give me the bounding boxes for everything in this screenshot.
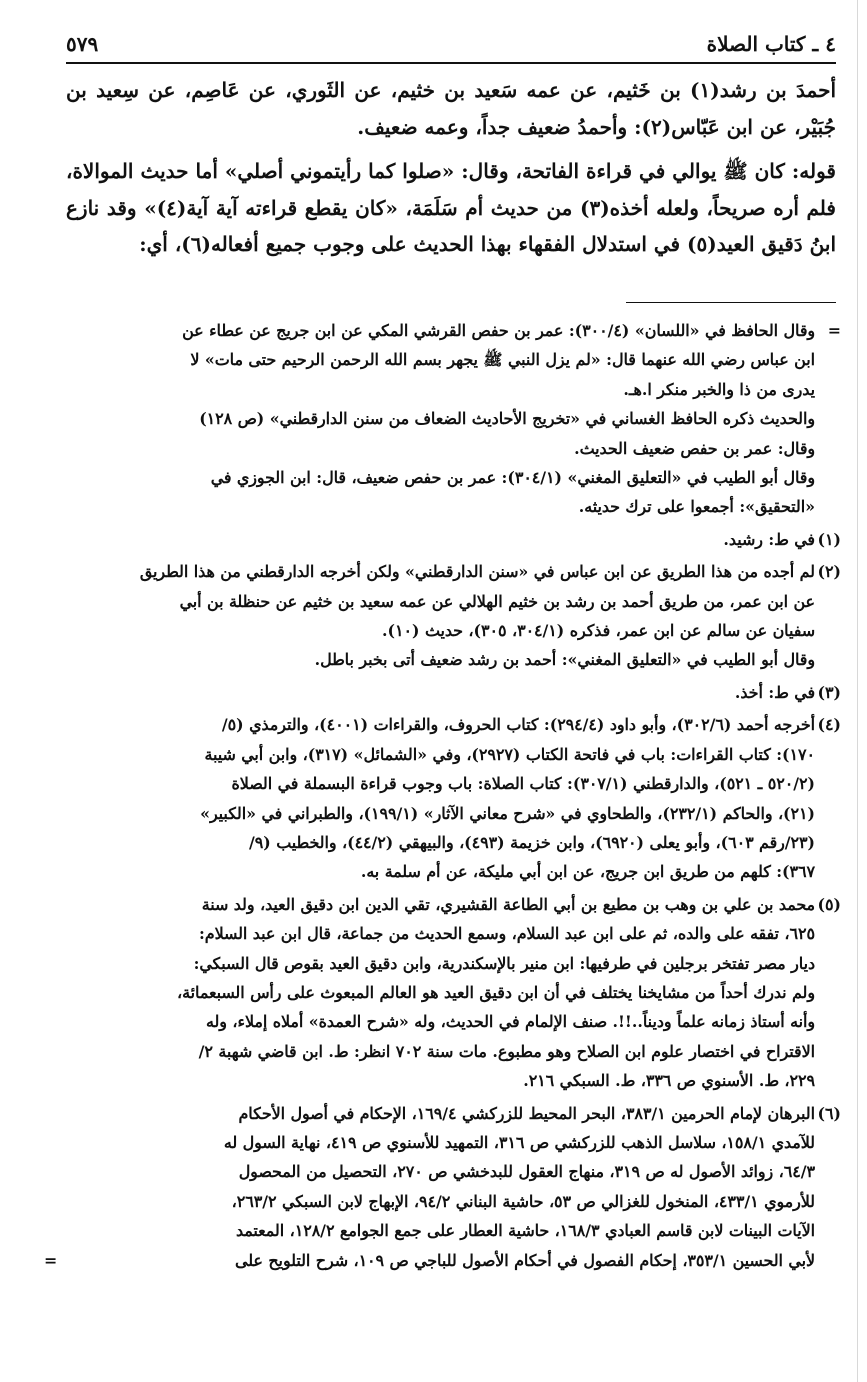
footnote-line: ٢٢٩، ط. الأسنوي ص ٣٣٦، ط. السبكي ٢١٦.: [523, 1071, 815, 1091]
footnote-line: وقال: عمر بن حفص ضعيف الحديث.: [574, 438, 815, 458]
chapter-title: ٤ ـ كتاب الصلاة: [706, 32, 836, 56]
footnote-line: محمد بن علي بن وهب بن مطيع بن أبي الطاعة القشيري، تقي الدين ابن دقيق العيد، ولد سنة: [201, 894, 815, 914]
footnote-line: وقال أبو الطيب في «التعليق المغني»: أحمد بن رشد ضعيف أتى بخبر باطل.: [314, 650, 815, 670]
footnote-separator: [626, 302, 836, 303]
footnote-line: البرهان لإمام الحرمين ٣٨٣/١، البحر المحيط للزركشي ١٦٩/٤، الإحكام في أصول الأحكام: [238, 1103, 815, 1123]
page-number: ٥٧٩: [66, 32, 99, 56]
footnote-line: للآمدي ١٥٨/١، سلاسل الذهب للزركشي ص ٣١٦، التمهيد للأسنوي ص ٤١٩، نهاية السول له: [223, 1132, 815, 1152]
footnote-line: الاقتراح في اختصار علوم ابن الصلاح وهو مطبوع. مات سنة ٧٠٢ انظر: ط. ابن قاضي شهبة ٢/: [198, 1041, 815, 1061]
footnote-line: الآيات البينات لابن قاسم العبادي ١٦٨/٣، حاشية العطار على جمع الجوامع ١٢٨/٢، المعتمد: [235, 1221, 815, 1241]
paragraph-2: [66, 153, 836, 263]
footnote-line: وقال أبو الطيب في «التعليق المغني» (٣٠٤/١): عمر بن حفص ضعيف، قال: ابن الجوزي في: [210, 468, 815, 488]
footnote-line: لأبي الحسين ٣٥٣/١، إحكام الفصول في أحكام الأصول للباجي ص ١٠٩، شرح التلويح على: [235, 1250, 815, 1270]
footnote-line: في ط: رشيد.: [723, 529, 815, 549]
text-line: جُبَيْر، عن ابن عَبّاس(٢): وأحمدُ ضعيف جداً، وعمه ضعيف.: [357, 114, 836, 139]
text-line: قوله: كان ﷺ يوالي في قراءة الفاتحة، وقال: «صلوا كما رأيتموني أصلي» أما حديث: [140, 159, 836, 183]
page-edge: [857, 0, 858, 1382]
footnote-line: لم أجده من هذا الطريق عن ابن عباس في «سنن الدارقطني» ولكن أخرجه الدارقطني من هذا الطريق: [139, 562, 815, 582]
footnote-mark: =: [827, 321, 841, 340]
footnote-mark: (٣): [817, 682, 841, 702]
footnote-line: (٢٣/رقم ٦٠٣)، وأبو يعلى (٦٩٢٠)، وابن خزيمة (٤٩٣)، والبيهقي (٤٤/٢)، والخطيب (٩/: [248, 832, 815, 852]
footnote-line: ولم ندرك أحداً من مشايخنا يختلف في أن ابن دقيق العيد هو العالم المبعوث على رأس السبعمائة،: [177, 982, 815, 1002]
footnote-5: [66, 890, 841, 1096]
footnote-1: [66, 525, 841, 554]
paragraph-1: [66, 72, 836, 145]
footnote-4: [66, 710, 841, 886]
footnote-continued: [66, 316, 841, 522]
footnote-mark: (٢): [817, 562, 841, 582]
footnote-line: سفيان عن سالم عن ابن عمر، فذكره (٣٠٤/١، ٣٠٥)، حديث (١٠).: [382, 621, 815, 641]
footnote-line: أخرجه أحمد (٣٠٢/٦)، وأبو داود (٢٩٤/٤): كتاب الحروف، والقراءات (٤٠٠١)، والترمذي (٥/: [221, 715, 815, 735]
footnote-line: ٣٦٧): كلهم من طريق ابن جريج، عن ابن أبي مليكة، عن أم سلمة به.: [360, 862, 815, 882]
continuation-mark: =: [44, 1250, 58, 1270]
footnote-line: والحديث ذكره الحافظ الغساني في «تخريج الأحاديث الضعاف من سنن الدارقطني» (ص ١٢٨): [199, 409, 815, 429]
footnote-mark: (٤): [817, 715, 841, 735]
footnote-6: [44, 1099, 841, 1275]
footnote-line: عن ابن عمر، من طريق أحمد بن رشد بن خثيم الهلالي عن عمه سعيد بن خثيم عن حنظلة بن أبي: [179, 591, 815, 611]
main-text: [66, 72, 836, 263]
footnote-line: ١٧٠): كتاب القراءات: باب في فاتحة الكتاب (٢٩٢٧)، وفي «الشمائل» (٣١٧)، وابن أبي شيبة: [204, 744, 815, 764]
footnote-line: ٦٤/٣، زوائد الأصول له ص ٣١٩، منهاج العقول للبدخشي ص ٢٧٠، التحصيل من المحصول: [238, 1162, 815, 1182]
footnote-line: ٦٢٥، تفقه على والده، ثم على ابن عبد السلام، وسمع الحديث من جماعة، قال ابن عبد السلام:: [198, 924, 815, 944]
footnote-2: [66, 557, 841, 675]
footnote-line: ابن عباس رضي الله عنهما قال: «لم يزل النبي ﷺ يجهر بسم الله الرحمن الرحيم حتى مات» لا: [190, 350, 815, 370]
footnote-mark: (١): [817, 529, 841, 549]
footnotes: [44, 316, 841, 1278]
footnote-line: «التحقيق»: أجمعوا على ترك حديثه.: [578, 497, 815, 517]
footnote-line: (٢١)، والحاكم (٢٣٢/١)، والطحاوي في «شرح معاني الآثار» (١٩٩/١)، والطبراني في «الكبير»: [200, 803, 815, 823]
footnote-mark: (٥): [817, 894, 841, 914]
footnote-line: وقال الحافظ في «اللسان» (٣٠٠/٤): عمر بن حفص القرشي المكي عن ابن جريج عن عطاء عن: [182, 321, 815, 340]
footnote-3: [66, 678, 841, 707]
footnote-line: ديار مصر تفتخر برجلين في طرفيها: ابن منير بالإسكندرية، وابن دقيق العيد بقوص قال السبكي:: [193, 953, 815, 973]
footnote-line: (٥٢٠/٢ ـ ٥٢١)، والدارقطني (٣٠٧/١): كتاب الصلاة: باب وجوب قراءة البسملة في الصلاة: [231, 774, 815, 794]
text-line: الموالاة، فلم أره صريحاً، ولعله أخذه(٣) من حديث أم سَلَمَة، «كان يقطع قراءته آية آية(٤)» وقد: [66, 159, 836, 220]
text-line: أحمدَ بن رشد(١) بن خَثيم، عن عمه سَعيد بن خثيم، عن الثَوري، عن عَاصِم، عن سِعيد بن: [66, 78, 836, 102]
footnote-line: يدرى من ذا والخبر منكر ا.هـ.: [623, 379, 815, 399]
footnote-line: في ط: أخذ.: [734, 682, 815, 702]
running-header: [66, 28, 836, 62]
footnote-line: وأنه أستاذ زمانه علماً وديناً..!!. صنف الإلمام في الحديث، وله «شرح العمدة» أملاه إملاء، وله: [206, 1012, 815, 1032]
header-rule: [66, 62, 836, 64]
footnote-mark: (٦): [817, 1103, 841, 1123]
text-line: نازع ابنُ دَقيق العيد(٥) في استدلال الفقهاء بهذا الحديث على وجوب جميع أفعاله(٦)، أي:: [66, 195, 836, 256]
footnote-line: للأرموي ٤٣٣/١، المنخول للغزالي ص ٥٣، حاشية البناني ٩٤/٢، الإبهاج لابن السبكي ٢٦٣/٢،: [231, 1191, 815, 1211]
